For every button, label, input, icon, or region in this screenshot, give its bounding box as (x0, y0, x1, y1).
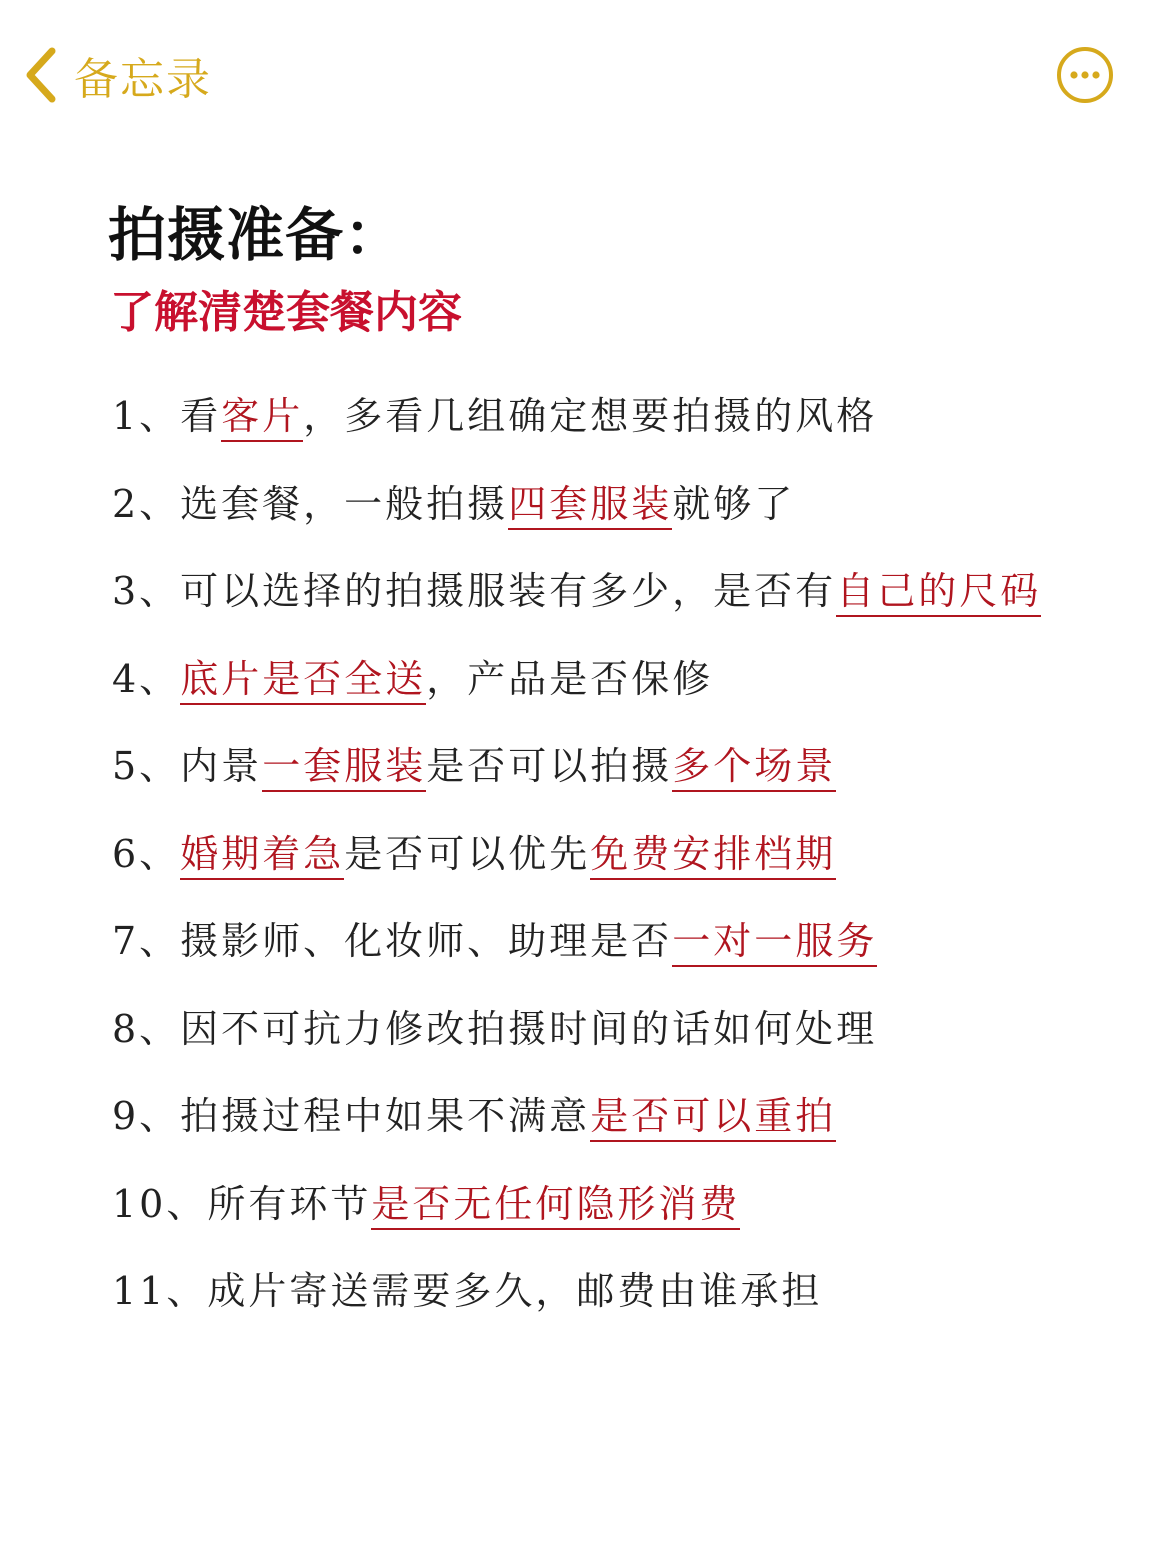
note-title: 拍摄准备： (108, 201, 404, 269)
list-item (112, 823, 836, 883)
highlighted-text: 是否可以重拍 (590, 1094, 836, 1142)
more-options-button[interactable] (1055, 45, 1115, 105)
back-button[interactable] (22, 40, 212, 110)
item-text: 是否可以拍摄 (426, 744, 673, 788)
list-item (112, 560, 1041, 620)
list-item (112, 473, 795, 533)
item-text: 1、看 (112, 394, 222, 438)
highlighted-text: 是否无任何隐形消费 (371, 1182, 740, 1230)
item-text: 10、所有环节 (112, 1181, 372, 1226)
list-item (112, 385, 877, 445)
chevron-left-icon (22, 47, 58, 103)
list-item (112, 998, 877, 1058)
list-item (112, 1085, 836, 1145)
item-text: ，产品是否保修 (426, 656, 714, 701)
highlighted-text: 免费安排档期 (590, 832, 836, 880)
highlighted-text: 自己的尺码 (836, 569, 1041, 617)
item-text: 3、可以选择的拍摄服装有多少，是否有 (112, 569, 837, 613)
more-options-icon (1055, 45, 1115, 105)
item-text: 8、因不可抗力修改拍摄时间的话如何处理 (112, 1006, 878, 1051)
highlighted-text: 一对一服务 (672, 919, 877, 967)
item-text: 11、成片寄送需要多久，邮费由谁承担 (112, 1269, 823, 1313)
item-text: 9、拍摄过程中如果不满意 (112, 1094, 591, 1138)
list-item (112, 1260, 822, 1320)
item-text: 4、 (112, 656, 181, 701)
item-text: 就够了 (672, 481, 796, 526)
item-text: 6、 (112, 831, 181, 876)
back-label: 备忘录 (74, 54, 212, 105)
list-item (112, 1173, 740, 1233)
navigation-bar (0, 0, 1163, 150)
item-text: 2、选套餐，一般拍摄 (112, 481, 509, 526)
item-text: 7、摄影师、化妆师、助理是否 (112, 919, 673, 963)
highlighted-text: 客片 (221, 394, 303, 442)
highlighted-text: 底片是否全送 (180, 657, 426, 705)
list-item (112, 910, 877, 970)
highlighted-text: 一套服装 (262, 744, 426, 792)
item-text: 是否可以优先 (344, 831, 591, 876)
list-item (112, 648, 713, 708)
highlighted-text: 婚期着急 (180, 832, 344, 880)
highlighted-text: 多个场景 (672, 744, 836, 792)
item-text: 5、内景 (112, 744, 263, 788)
list-item (112, 735, 836, 795)
note-subtitle: 了解清楚套餐内容 (110, 287, 462, 338)
highlighted-text: 四套服装 (508, 482, 672, 530)
item-text: ，多看几组确定想要拍摄的风格 (303, 394, 878, 438)
